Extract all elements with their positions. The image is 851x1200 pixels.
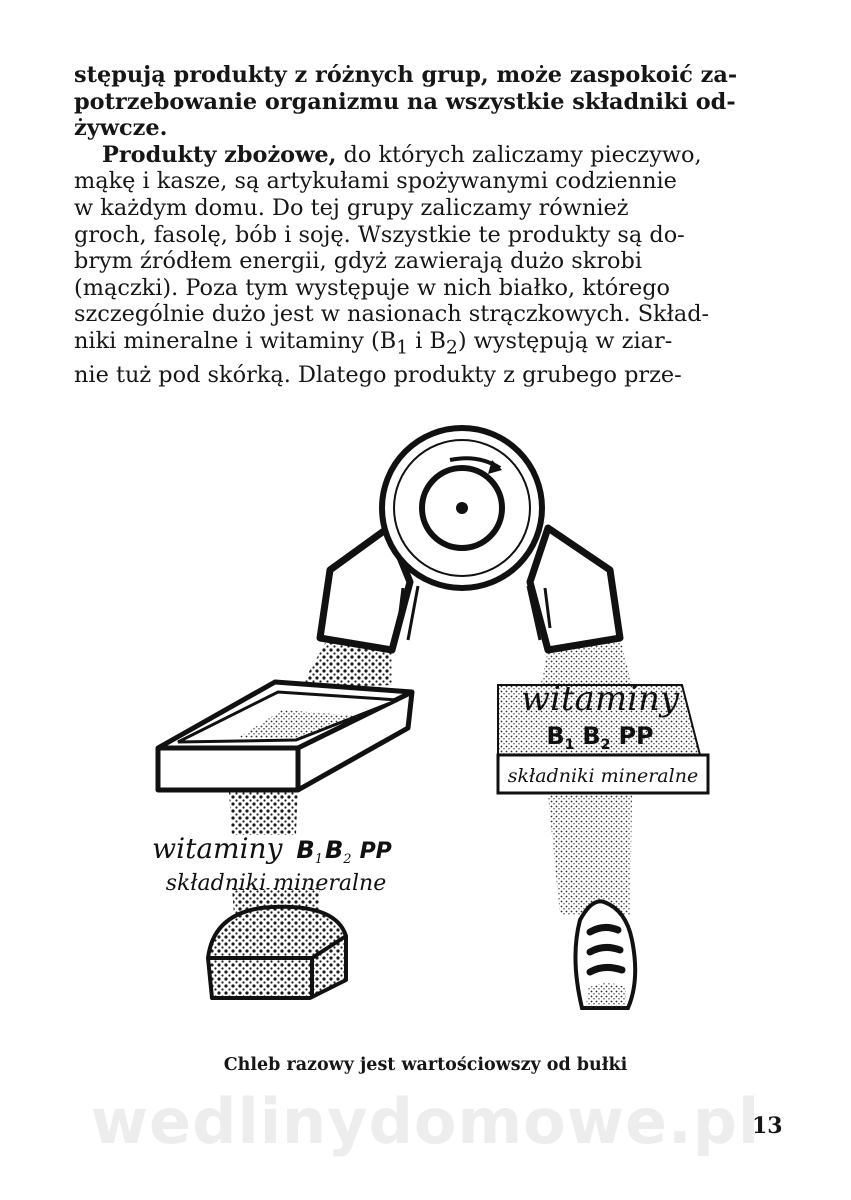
sieve-tray-icon (158, 682, 412, 790)
paragraph-1 (74, 62, 784, 142)
text-line: mąkę i kasze, są artykułami spożywanymi codziennie (74, 168, 677, 195)
right-box-title: witaminy (520, 679, 680, 719)
page-number: 13 (752, 1113, 783, 1139)
text-line: nie tuż pod skórką. Dlatego produkty z grubego prze- (74, 362, 682, 388)
body-text (74, 62, 784, 389)
left-minerals-label: składniki mineralne (165, 871, 387, 896)
text-line: do których zaliczamy pieczywo, (336, 141, 702, 168)
white-roll-icon (575, 901, 635, 1008)
text-line: niki mineralne i witaminy ($B_1$ i $B_2$) występują w ziar- (74, 327, 673, 359)
text-line: szczególnie dużo jest w nasionach strączkowych. Skład- (74, 301, 710, 328)
grain-stream-right-lower (548, 795, 632, 915)
wholegrain-bread-icon (208, 907, 346, 998)
right-box-vitamins: $B_1$ $B_2$ PP (546, 722, 654, 753)
text-line: groch, fasolę, bób i soję. Wszystkie te produkty są do- (74, 221, 685, 248)
paragraph-lead: Produkty zbożowe, (102, 141, 337, 168)
paragraph-2 (74, 142, 784, 389)
mill-chute-right (530, 528, 620, 650)
millstone-icon (382, 428, 542, 588)
text-line: żywcze. (74, 115, 168, 142)
text-line: brym źródłem energii, gdyż zawierają dużo skrobi (74, 248, 643, 275)
text-line: potrzebowanie organizmu na wszystkie składniki od- (74, 88, 736, 115)
watermark: wedlinydomowe.pl (90, 1085, 761, 1158)
left-vitamins-label: witaminy B1B2 PP (152, 832, 392, 867)
milling-illustration (0, 410, 851, 1050)
figure-caption: Chleb razowy jest wartościowszy od bułki (223, 1055, 628, 1075)
text-line: w każdym domu. Do tej grupy zaliczamy również (74, 194, 629, 221)
text-line: stępują produkty z różnych grup, może zaspokoić za- (74, 62, 738, 88)
right-box-minerals: składniki mineralne (507, 765, 699, 787)
text-line: (mączki). Poza tym występuje w nich białko, którego (74, 274, 671, 301)
